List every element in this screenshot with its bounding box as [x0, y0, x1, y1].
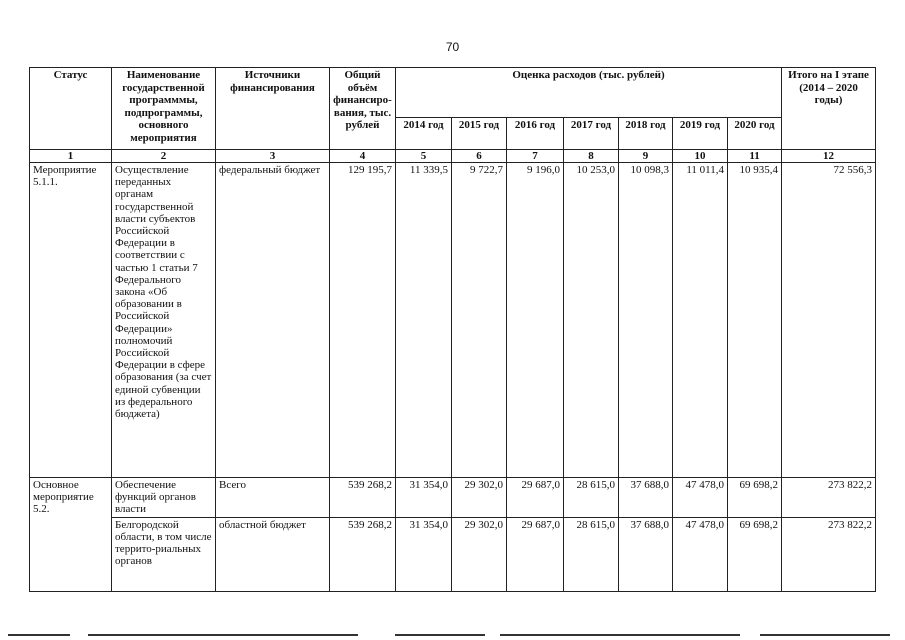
row-source: областной бюджет: [216, 517, 330, 591]
row-source: федеральный бюджет: [216, 163, 330, 478]
header-year: 2015 год: [452, 118, 507, 150]
row-name: Осуществление переданных органам государственной власти субъектов Российской Федерации в соответствии с частью 1 статьи 7 Федерального закона «Об образовании в Российской Федерации» полномочий Российской Федерации в сфере образования (за счет единой субвенции из федерального бюджета): [112, 163, 216, 478]
header-year: 2014 год: [396, 118, 452, 150]
row-status: Основное мероприятие 5.2.: [30, 478, 112, 592]
row-year-value: 11 339,5: [396, 163, 452, 478]
row-total: 539 268,2: [330, 478, 396, 518]
row-year-value: 10 253,0: [564, 163, 619, 478]
budget-table: [29, 67, 876, 592]
row-year-value: 69 698,2: [728, 478, 782, 518]
table-row: [30, 517, 876, 591]
row-source: Всего: [216, 478, 330, 518]
row-year-value: 31 354,0: [396, 478, 452, 518]
row-year-value: 47 478,0: [673, 478, 728, 518]
row-total: 539 268,2: [330, 517, 396, 591]
row-year-value: 28 615,0: [564, 517, 619, 591]
row-year-value: 10 098,3: [619, 163, 673, 478]
row-year-value: 37 688,0: [619, 478, 673, 518]
column-number: 10: [673, 150, 728, 163]
column-number: 8: [564, 150, 619, 163]
row-year-value: 9 722,7: [452, 163, 507, 478]
header-row-top: [30, 68, 876, 118]
header-estimate: Оценка расходов (тыс. рублей): [396, 68, 782, 118]
scan-edge-line: [500, 634, 740, 636]
header-total-volume: Общий объём финансиро-вания, тыс. рублей: [330, 68, 396, 150]
header-sources: Источники финансирования: [216, 68, 330, 150]
row-year-value: 11 011,4: [673, 163, 728, 478]
row-year-value: 69 698,2: [728, 517, 782, 591]
column-number: 2: [112, 150, 216, 163]
column-number-row: [30, 150, 876, 163]
row-year-value: 29 687,0: [507, 478, 564, 518]
header-year: 2017 год: [564, 118, 619, 150]
column-number: 4: [330, 150, 396, 163]
header-year: 2016 год: [507, 118, 564, 150]
row-year-value: 37 688,0: [619, 517, 673, 591]
row-year-value: 29 687,0: [507, 517, 564, 591]
row-status: Мероприятие 5.1.1.: [30, 163, 112, 478]
page-number: 70: [445, 40, 460, 54]
header-status: Статус: [30, 68, 112, 150]
table-row: [30, 163, 876, 478]
scan-edge-line: [760, 634, 890, 636]
table-row: [30, 478, 876, 518]
row-year-value: 28 615,0: [564, 478, 619, 518]
row-name-top: Обеспечение функций органов власти: [112, 478, 216, 518]
row-stage-total: 273 822,2: [782, 517, 876, 591]
header-year: 2019 год: [673, 118, 728, 150]
column-number: 3: [216, 150, 330, 163]
scan-edge-line: [395, 634, 485, 636]
header-year: 2018 год: [619, 118, 673, 150]
row-year-value: 9 196,0: [507, 163, 564, 478]
header-stage-total: Итого на I этапе (2014 – 2020 годы): [782, 68, 876, 150]
header-year: 2020 год: [728, 118, 782, 150]
row-year-value: 10 935,4: [728, 163, 782, 478]
row-total: 129 195,7: [330, 163, 396, 478]
row-year-value: 29 302,0: [452, 517, 507, 591]
scan-edge-line: [8, 634, 70, 636]
column-number: 11: [728, 150, 782, 163]
row-year-value: 47 478,0: [673, 517, 728, 591]
row-stage-total: 72 556,3: [782, 163, 876, 478]
row-year-value: 29 302,0: [452, 478, 507, 518]
row-year-value: 31 354,0: [396, 517, 452, 591]
scan-edge-line: [88, 634, 358, 636]
header-program-name: Наименование государственной программмы, подпрограммы, основного мероприятия: [112, 68, 216, 150]
column-number: 9: [619, 150, 673, 163]
column-number: 7: [507, 150, 564, 163]
column-number: 5: [396, 150, 452, 163]
column-number: 12: [782, 150, 876, 163]
column-number: 1: [30, 150, 112, 163]
row-name-bottom: Белгородской области, в том числе террито-риальных органов: [112, 517, 216, 591]
row-stage-total: 273 822,2: [782, 478, 876, 518]
column-number: 6: [452, 150, 507, 163]
